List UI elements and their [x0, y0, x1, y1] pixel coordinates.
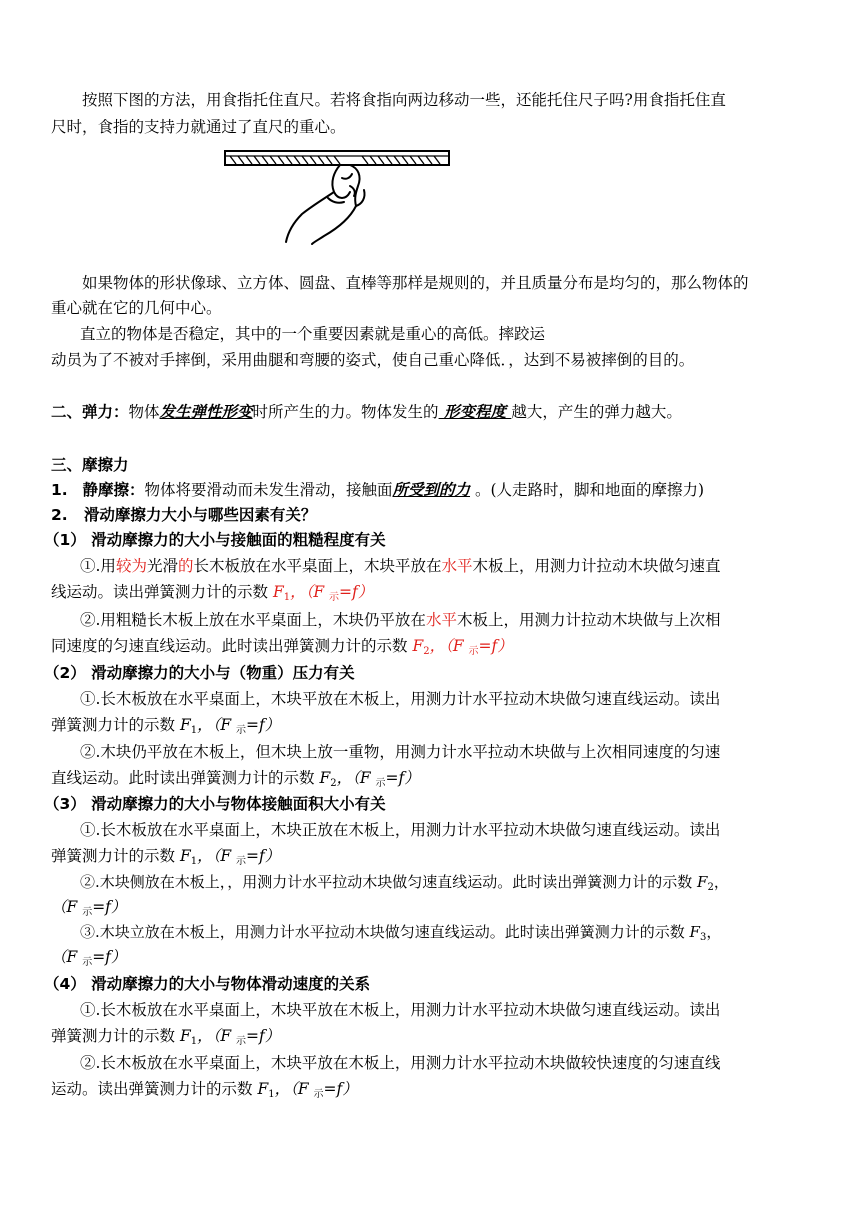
elastic-text2: 时所产生的力。物体发生的: [252, 403, 439, 421]
para-ruler-line1: 按照下图的方法，用食指托住直尺。若将食指向两边移动一些，还能托住尺子吗?用食指托住直: [82, 91, 726, 109]
text: F: [319, 769, 331, 787]
text: =f）: [92, 948, 127, 966]
subscript: 1: [190, 1036, 198, 1047]
text: ①.用: [80, 557, 116, 575]
text-red: 较为: [115, 557, 147, 575]
sec1-step2-line1: [80, 610, 720, 630]
text: 运动。读出弹簧测力计的示数: [51, 1080, 258, 1098]
subscript: 示: [375, 778, 386, 789]
hand-holding-ruler-illustration: [222, 142, 452, 246]
text: 光滑: [146, 557, 178, 575]
text-red: 的: [177, 557, 194, 575]
text: 长木板放在水平桌面上，木块平放在: [193, 557, 442, 575]
sec4-step2-line2: [51, 1079, 358, 1105]
sliding-friction-question: [51, 505, 316, 525]
item1-text1: 物体将要滑动而未发生滑动，接触面: [144, 481, 393, 499]
sec1-title: （1） 滑动摩擦力的大小与接触面的粗糙程度有关: [44, 531, 386, 549]
sec3-step2-line1: [80, 872, 729, 898]
text: 弹簧测力计的示数: [51, 847, 180, 865]
para-ruler-line2: 尺时，食指的支持力就通过了直尺的重心。: [51, 118, 346, 136]
sec2-step2-line2: [51, 768, 420, 794]
subscript: 示: [468, 646, 479, 657]
text: ，（F: [197, 1027, 237, 1045]
text: ，（F: [274, 1080, 314, 1098]
text: （F: [51, 948, 83, 966]
para-stability-line2: 动员为了不被对手摔倒，采用曲腿和弯腰的姿式，使自己重心降低．，达到不易被摔倒的目的。: [51, 351, 695, 369]
subscript: 示: [329, 592, 340, 603]
subscript: 1: [190, 725, 198, 736]
subscript: 1: [268, 1089, 275, 1100]
subscript: 2: [423, 646, 430, 657]
sec3-step1-line2: [51, 846, 280, 872]
static-friction-line: [51, 480, 704, 500]
text: =f）: [246, 1027, 281, 1045]
item1-term: 所受到的力: [392, 480, 471, 499]
item1-label: 静摩擦：: [82, 481, 145, 499]
text: =f）: [92, 898, 127, 916]
text-red: =f）: [339, 583, 374, 601]
para-center-line2: 重心就在它的几何中心。: [51, 299, 222, 317]
sec4-step1-line1: ①.长木板放在水平桌面上，木块平放在木板上，用测力计水平拉动木块做匀速直线运动。读出: [80, 1001, 721, 1019]
text-red: =f）: [478, 637, 513, 655]
sec2-step1-line2: [51, 715, 280, 741]
sec3-step1-line1: ①.长木板放在水平桌面上，木块正放在木板上，用测力计水平拉动木块做匀速直线运动。读出: [80, 821, 721, 839]
elastic-text1: 物体: [128, 403, 160, 421]
para-stability-line1: 直立的物体是否稳定，其中的一个重要因素就是重心的高低。摔跤运: [80, 325, 546, 343]
text-red: ，（F: [429, 637, 469, 655]
subscript: 3: [699, 932, 707, 943]
elastic-term1: 发生弹性形变: [159, 402, 253, 421]
text: 弹簧测力计的示数: [51, 716, 180, 734]
text: =f）: [246, 716, 281, 734]
para-center-line1: 如果物体的形状像球、立方体、圆盘、直棒等那样是规则的，并且质量分布是均匀的，那么物体的: [82, 274, 749, 292]
sec3-step3-line1: [80, 922, 721, 948]
elastic-text3: 越大，产生的弹力越大。: [511, 403, 682, 421]
friction-heading: 三、摩擦力: [51, 456, 129, 474]
text-red: ，（F: [290, 583, 330, 601]
text: ③.木块立放在木板上，用测力计水平拉动木块做匀速直线运动。此时读出弹簧测力计的示数: [80, 923, 690, 941]
subscript: 示: [236, 1036, 247, 1047]
text: ，: [713, 873, 729, 891]
text: 木板上，用测力计拉动木块做与上次相: [456, 611, 721, 629]
sec3-title: （3） 滑动摩擦力的大小与物体接触面积大小有关: [44, 795, 386, 813]
text: F: [697, 873, 708, 891]
text: （F: [51, 898, 83, 916]
text: 同速度的匀速直线运动。此时读出弹簧测力计的示数: [51, 637, 413, 655]
subscript: 示: [313, 1089, 324, 1100]
item1-num: 1.: [51, 481, 68, 499]
subscript: 1: [190, 856, 198, 867]
text: =f）: [246, 847, 281, 865]
text: 线运动。读出弹簧测力计的示数: [51, 583, 273, 601]
sec1-step1-line2: [51, 582, 373, 608]
text: 直线运动。此时读出弹簧测力计的示数: [51, 769, 320, 787]
text: F: [257, 1080, 269, 1098]
subscript: 1: [283, 592, 291, 603]
subscript: 2: [707, 882, 714, 893]
text-red: F: [412, 637, 424, 655]
sec1-step2-line2: [51, 636, 513, 662]
text: F: [179, 847, 191, 865]
item2-label: 滑动摩擦力大小与哪些因素有关？: [83, 506, 317, 524]
text: =f）: [323, 1080, 358, 1098]
subscript: 示: [236, 856, 247, 867]
elastic-force-line: [51, 402, 682, 422]
text-red: F: [272, 583, 284, 601]
subscript: 示: [236, 725, 247, 736]
sec4-step1-line2: [51, 1026, 280, 1052]
text: ，: [706, 923, 722, 941]
text-red: 水平: [425, 611, 457, 629]
sec2-title: （2） 滑动摩擦力的大小与（物重）压力有关: [44, 664, 355, 682]
item2-num: 2.: [51, 506, 68, 524]
sec2-step1-line1: ①.长木板放在水平桌面上，木块平放在木板上，用测力计水平拉动木块做匀速直线运动。读出: [80, 690, 721, 708]
sec2-step2-line1: ②.木块仍平放在木板上，但木块上放一重物，用测力计水平拉动木块做与上次相同速度的匀速: [80, 743, 721, 761]
text: F: [179, 1027, 191, 1045]
text: ②.木块侧放在木板上，，用测力计水平拉动木块做匀速直线运动。此时读出弹簧测力计的示数: [80, 873, 698, 891]
sec4-step2-line1: ②.长木板放在水平桌面上，木块平放在木板上，用测力计水平拉动木块做较快速度的匀速直线: [80, 1054, 721, 1072]
elastic-heading: 二、弹力：: [51, 403, 129, 421]
text: F: [689, 923, 700, 941]
sec3-step2-line2: [51, 897, 126, 923]
text: 木板上，用测力计拉动木块做匀速直: [472, 557, 721, 575]
item1-text2: 。(人走路时，脚和地面的摩擦力): [470, 481, 705, 499]
subscript: 示: [82, 907, 93, 918]
text: ，（F: [336, 769, 376, 787]
subscript: 2: [330, 778, 337, 789]
text-red: 水平: [441, 557, 473, 575]
text: F: [179, 716, 191, 734]
sec1-step1-line1: [80, 556, 721, 576]
sec3-step3-line2: [51, 947, 126, 973]
text: ，（F: [197, 716, 237, 734]
text: =f）: [385, 769, 420, 787]
text: ，（F: [197, 847, 237, 865]
subscript: 示: [82, 957, 93, 968]
elastic-term2: 形变程度: [438, 402, 512, 421]
sec4-title: （4） 滑动摩擦力的大小与物体滑动速度的关系: [44, 975, 371, 993]
text: ②.用粗糙长木板上放在水平桌面上，木块仍平放在: [80, 611, 426, 629]
text: 弹簧测力计的示数: [51, 1027, 180, 1045]
